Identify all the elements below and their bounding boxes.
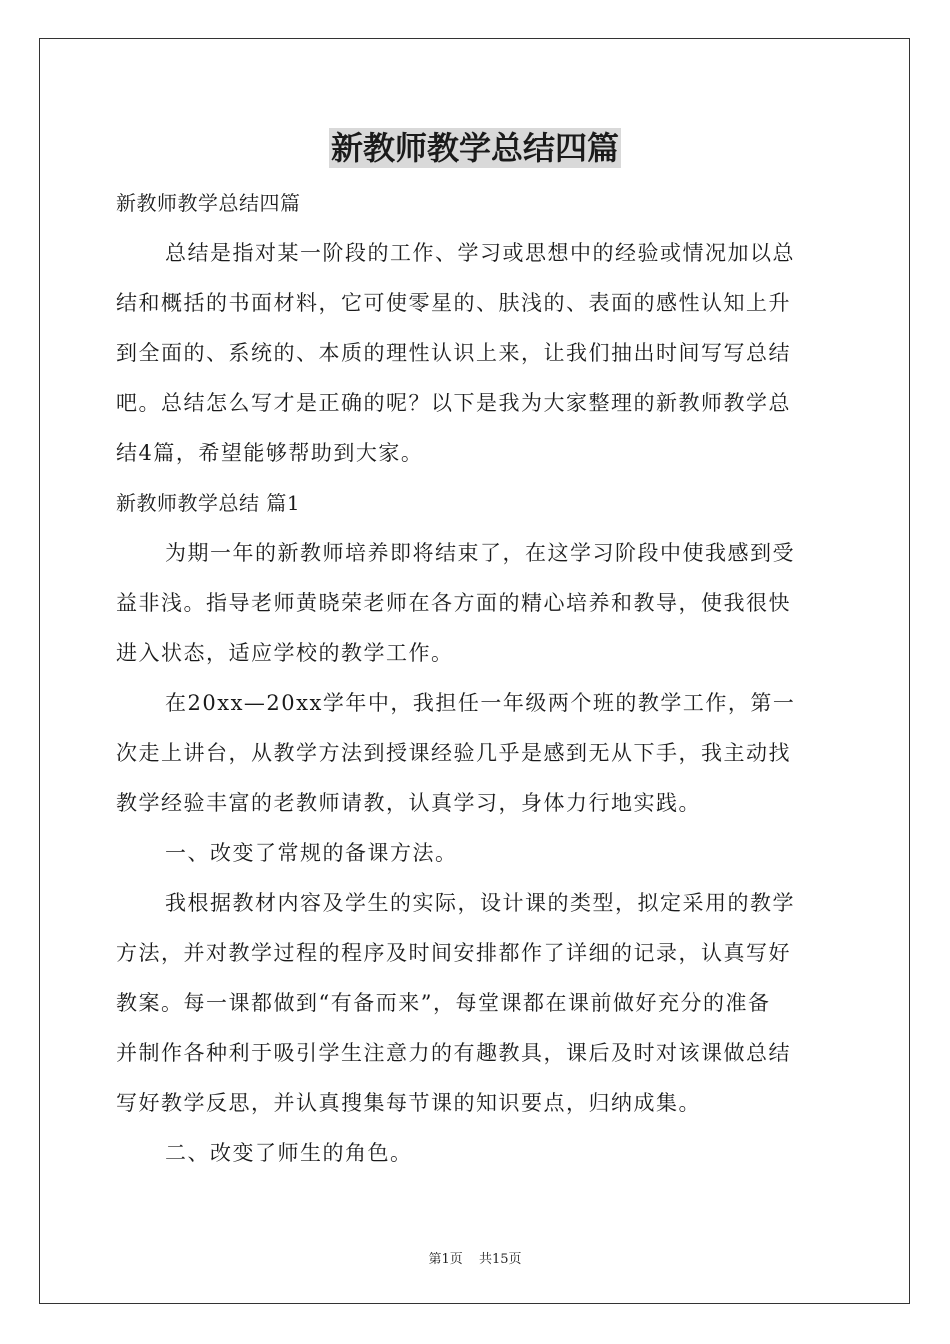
title-block: [0, 128, 950, 168]
document-title: 新教师教学总结四篇: [330, 129, 619, 167]
paragraph-line: 益非浅。指导老师黄晓荣老师在各方面的精心培养和教导，使我很快: [116, 591, 791, 615]
page-footer: [0, 1248, 950, 1267]
paragraph-line: 我根据教材内容及学生的实际，设计课的类型，拟定采用的教学: [165, 891, 795, 915]
section-heading: 新教师教学总结 篇1: [116, 491, 301, 515]
point-heading: 二、改变了师生的角色。: [165, 1141, 413, 1165]
paragraph-line: 到全面的、系统的、本质的理性认识上来，让我们抽出时间写写总结: [116, 341, 791, 365]
paragraph-line: 方法，并对教学过程的程序及时间安排都作了详细的记录，认真写好: [116, 941, 791, 965]
paragraph-line: 为期一年的新教师培养即将结束了，在这学习阶段中使我感到受: [165, 541, 795, 565]
paragraph-line: 吧。总结怎么写才是正确的呢？以下是我为大家整理的新教师教学总: [116, 391, 791, 415]
paragraph-line: 教案。每一课都做到“有备而来”，每堂课都在课前做好充分的准备: [116, 991, 771, 1015]
document-subtitle: 新教师教学总结四篇: [116, 191, 301, 215]
page-number: 第1页: [428, 1252, 463, 1267]
paragraph-line: 次走上讲台，从教学方法到授课经验几乎是感到无从下手，我主动找: [116, 741, 791, 765]
paragraph-line: 结4篇，希望能够帮助到大家。: [116, 441, 424, 465]
paragraph-line: 教学经验丰富的老教师请教，认真学习，身体力行地实践。: [116, 791, 701, 815]
paragraph-line: 结和概括的书面材料，它可使零星的、肤浅的、表面的感性认知上升: [116, 291, 791, 315]
document-body: [116, 178, 836, 1178]
paragraph-line: 在20xx—20xx学年中，我担任一年级两个班的教学工作，第一: [165, 691, 796, 715]
paragraph-line: 写好教学反思，并认真搜集每节课的知识要点，归纳成集。: [116, 1091, 701, 1115]
paragraph-line: 并制作各种利于吸引学生注意力的有趣教具，课后及时对该课做总结: [116, 1041, 791, 1065]
paragraph-line: 进入状态，适应学校的教学工作。: [116, 641, 454, 665]
point-heading: 一、改变了常规的备课方法。: [165, 841, 458, 865]
page-total: 共15页: [478, 1252, 522, 1267]
paragraph-line: 总结是指对某一阶段的工作、学习或思想中的经验或情况加以总: [165, 241, 795, 265]
